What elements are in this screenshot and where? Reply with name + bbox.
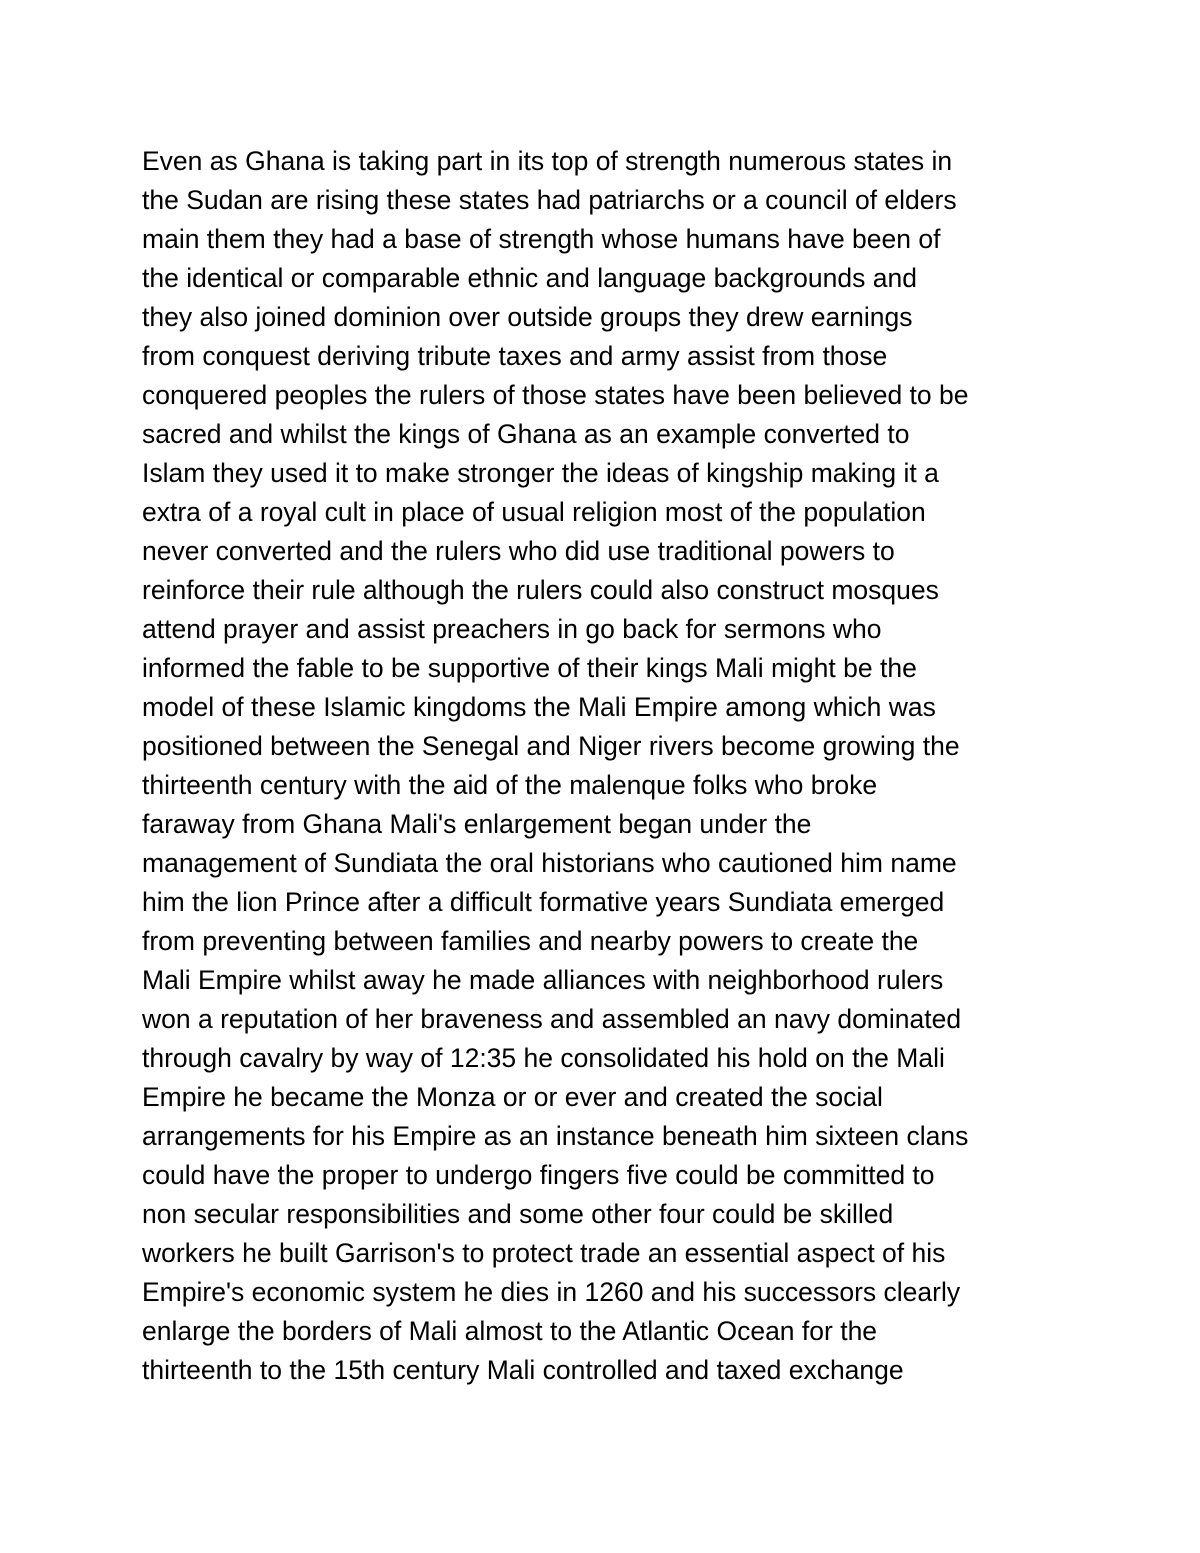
text-line: faraway from Ghana Mali's enlargement began under the <box>142 809 812 839</box>
text-line: Empire's economic system he dies in 1260 and his successors clearly <box>142 1277 961 1307</box>
text-line: could have the proper to undergo fingers five could be committed to <box>142 1160 935 1190</box>
text-line: him the lion Prince after a difficult formative years Sundiata emerged <box>142 887 945 917</box>
text-line: from preventing between families and nearby powers to create the <box>142 926 919 956</box>
text-line: informed the fable to be supportive of their kings Mali might be the <box>142 653 917 683</box>
text-line: won a reputation of her braveness and assembled an navy dominated <box>142 1004 962 1034</box>
text-line: non secular responsibilities and some other four could be skilled <box>142 1199 894 1229</box>
text-line: arrangements for his Empire as an instance beneath him sixteen clans <box>142 1121 969 1151</box>
text-line: the Sudan are rising these states had patriarchs or a council of elders <box>142 185 957 215</box>
text-line: never converted and the rulers who did use traditional powers to <box>142 536 895 566</box>
text-line: enlarge the borders of Mali almost to the Atlantic Ocean for the <box>142 1316 878 1346</box>
text-line: reinforce their rule although the rulers could also construct mosques <box>142 575 939 605</box>
text-line: Mali Empire whilst away he made alliances with neighborhood rulers <box>142 965 944 995</box>
text-line: positioned between the Senegal and Niger rivers become growing the <box>142 731 960 761</box>
text-line: conquered peoples the rulers of those states have been believed to be <box>142 380 969 410</box>
text-line: thirteenth to the 15th century Mali controlled and taxed exchange <box>142 1355 904 1385</box>
text-line: through cavalry by way of 12:35 he consolidated his hold on the Mali <box>142 1043 945 1073</box>
text-line: sacred and whilst the kings of Ghana as an example converted to <box>142 419 910 449</box>
text-line: Empire he became the Monza or or ever and created the social <box>142 1082 883 1112</box>
text-line: Even as Ghana is taking part in its top of strength numerous states in <box>142 146 953 176</box>
text-line: Islam they used it to make stronger the ideas of kingship making it a <box>142 458 939 488</box>
text-line: workers he built Garrison's to protect trade an essential aspect of his <box>142 1238 946 1268</box>
body-text <box>142 142 1142 1390</box>
text-line: management of Sundiata the oral historians who cautioned him name <box>142 848 957 878</box>
text-line: thirteenth century with the aid of the malenque folks who broke <box>142 770 878 800</box>
text-line: main them they had a base of strength whose humans have been of <box>142 224 941 254</box>
text-line: the identical or comparable ethnic and language backgrounds and <box>142 263 917 293</box>
text-line: model of these Islamic kingdoms the Mali Empire among which was <box>142 692 936 722</box>
text-line: extra of a royal cult in place of usual religion most of the population <box>142 497 926 527</box>
text-line: attend prayer and assist preachers in go back for sermons who <box>142 614 882 644</box>
text-line: from conquest deriving tribute taxes and army assist from those <box>142 341 888 371</box>
text-line: they also joined dominion over outside groups they drew earnings <box>142 302 913 332</box>
